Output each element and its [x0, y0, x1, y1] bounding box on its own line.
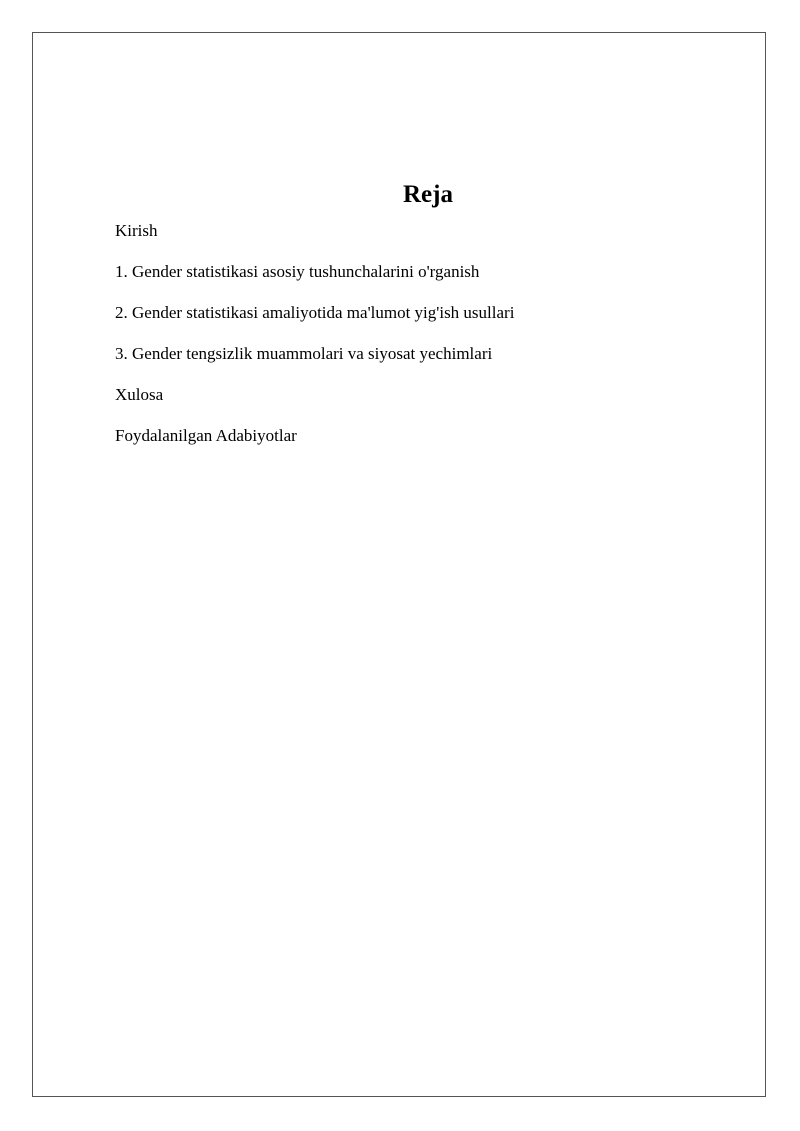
toc-item-conclusion: Xulosa	[115, 385, 164, 404]
toc-item-chapter-3: 3. Gender tengsizlik muammolari va siyosat yechimlari	[115, 344, 493, 363]
page-title: Reja	[403, 181, 453, 208]
toc-item-introduction: Kirish	[115, 221, 158, 240]
toc-item-references: Foydalanilgan Adabiyotlar	[115, 426, 297, 445]
document-page	[32, 32, 766, 1097]
table-of-contents	[115, 219, 514, 465]
toc-item-chapter-2: 2. Gender statistikasi amaliyotida ma'lumot yig'ish usullari	[115, 303, 515, 322]
toc-item-chapter-1: 1. Gender statistikasi asosiy tushunchalarini o'rganish	[115, 262, 480, 281]
